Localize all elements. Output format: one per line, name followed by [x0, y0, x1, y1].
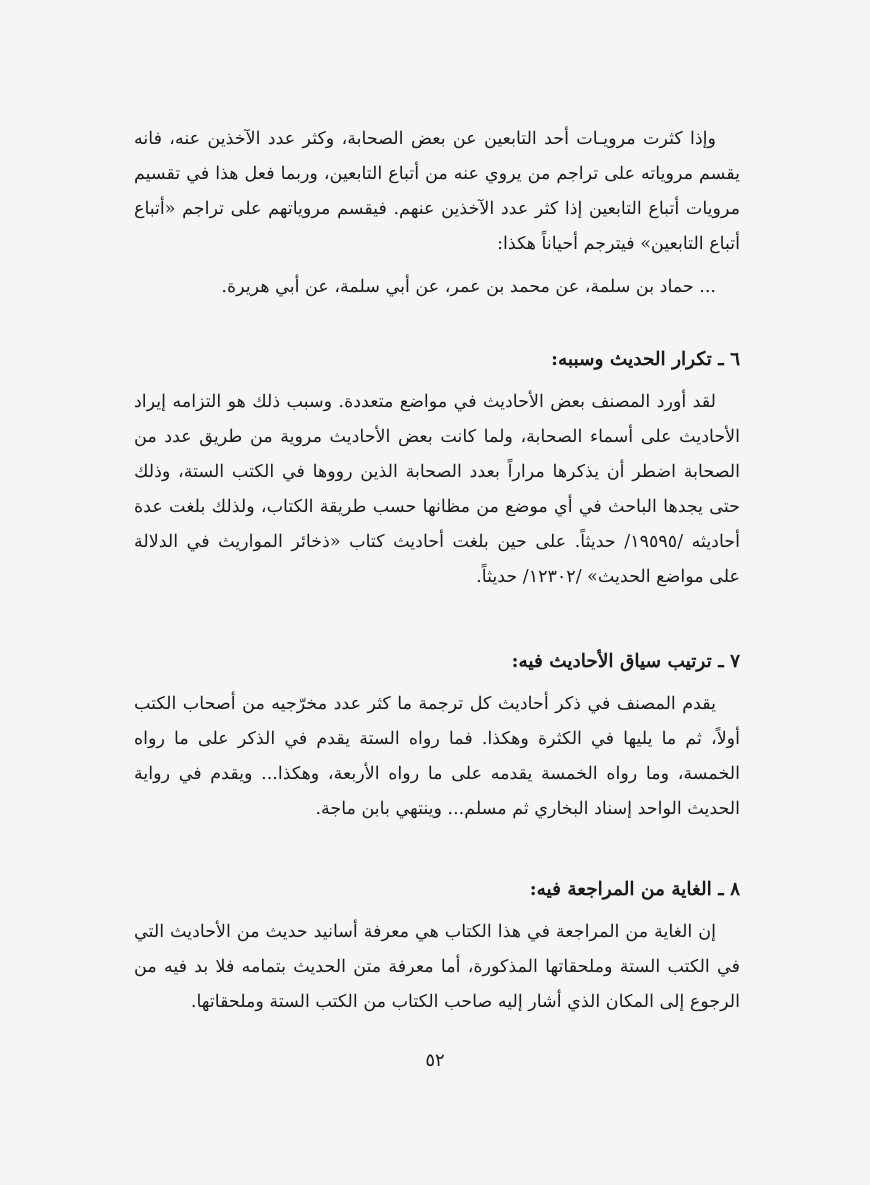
intro-paragraph: وإذا كثرت مرويـات أحد التابعين عن بعض الصحابة، وكثر عدد الآخذين عنه، فانه يقسم مروياته على تراجم من يروي عنه من أتباع التابعين، وربما فعل هذا في تقسيم مرويات أتباع التابعين إذا كثر عدد الآخذين عنهم. فيقسم مروياتهم على تراجم «أتباع أتباع التابعين» فيترجم أحياناً هكذا: — [134, 129, 740, 254]
section-6-heading: ٦ ـ تكرار الحديث وسببه: — [551, 349, 740, 370]
section-6 — [134, 342, 740, 595]
section-8-paragraph: إن الغاية من المراجعة في هذا الكتاب هي معرفة أسانيد حديث من الأحاديث التي في الكتب الستة وملحقاتها المذكورة، أما معرفة متن الحديث بتمامه فلا بد فيه من الرجوع إلى المكان الذي أشار إليه صاحب الكتاب من الكتب الستة وملحقاتها. — [134, 922, 740, 1012]
section-8 — [134, 872, 740, 1020]
section-7-heading: ٧ ـ ترتيب سياق الأحاديث فيه: — [511, 651, 740, 672]
section-7 — [134, 644, 740, 827]
section-7-paragraph: يقدم المصنف في ذكر أحاديث كل ترجمة ما كثر عدد مخرّجيه من أصحاب الكتب أولاً، ثم ما يليها في الكثرة وهكذا. فما رواه الستة يقدم في الذكر على ما رواه الخمسة، وما رواه الخمسة يقدمه على ما رواه الأربعة، وهكذا... ويقدم في رواية الحديث الواحد إسناد البخاري ثم مسلم... وينتهي بابن ماجة. — [134, 694, 740, 819]
section-6-paragraph: لقد أورد المصنف بعض الأحاديث في مواضع متعددة. وسبب ذلك هو التزامه إيراد الأحاديث على أسماء الصحابة، ولما كانت بعض الأحاديث مروية من طريق عدد من الصحابة اضطر أن يذكرها مراراً بعدد الصحابة الذين رووها في الكتب الستة، وذلك حتى يجدها الباحث في أي موضع من مظانها حسب طريقة الكتاب، ولذلك بلغت عدة أحاديثه /١٩٥٩٥/ حديثاً. على حين بلغت أحاديث كتاب «ذخائر المواريث في الدلالة على مواضع الحديث» /١٢٣٠٢/ حديثاً. — [134, 392, 740, 587]
section-8-heading: ٨ ـ الغاية من المراجعة فيه: — [529, 879, 740, 900]
isnad-chain-example: ... حماد بن سلمة، عن محمد بن عمر، عن أبي سلمة، عن أبي هريرة. — [221, 277, 716, 297]
page-number: ٥٢ — [425, 1050, 445, 1071]
intro-block — [134, 122, 740, 305]
